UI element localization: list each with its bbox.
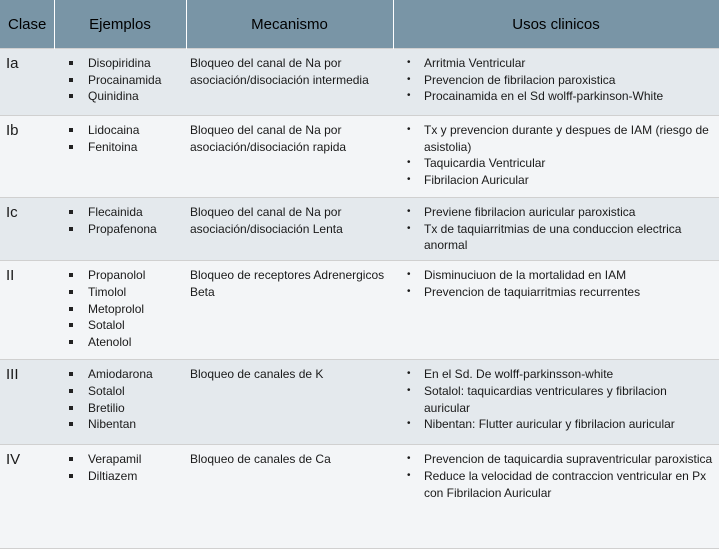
use-item: • Prevencion de taquicardia supraventricular paroxistica (397, 451, 715, 468)
table-row (0, 116, 719, 198)
use-item: • Tx de taquiarritmias de una conduccion electrica anormal (397, 221, 715, 254)
uses-cell (393, 445, 719, 549)
table-row (0, 49, 719, 116)
class-cell: Ic (0, 198, 54, 261)
example-item: Atenolol (58, 334, 182, 351)
example-item: Nibentan (58, 416, 182, 433)
class-cell: Ia (0, 49, 54, 116)
table-row (0, 445, 719, 549)
example-item: Flecainida (58, 204, 182, 221)
use-item: • En el Sd. De wolff-parkinsson-white (397, 366, 715, 383)
examples-cell (54, 360, 186, 445)
use-item: • Reduce la velocidad de contraccion ventricular en Px con Fibrilacion Auricular (397, 468, 715, 501)
mechanism-cell: Bloqueo de canales de K (186, 360, 393, 445)
table-row (0, 261, 719, 360)
use-item: • Nibentan: Flutter auricular y fibrilacion auricular (397, 416, 715, 433)
mechanism-cell: Bloqueo de canales de Ca (186, 445, 393, 549)
use-item: • Arritmia Ventricular (397, 55, 715, 72)
header-row (0, 0, 719, 49)
mechanism-cell: Bloqueo del canal de Na por asociación/disociación Lenta (186, 198, 393, 261)
example-item: Propafenona (58, 221, 182, 238)
use-item: • Prevencion de fibrilacion paroxistica (397, 72, 715, 89)
use-item: • Taquicardia Ventricular (397, 155, 715, 172)
use-item: • Prevencion de taquiarritmias recurrentes (397, 284, 715, 301)
mechanism-cell: Bloqueo del canal de Na por asociación/disociación rapida (186, 116, 393, 198)
uses-cell (393, 49, 719, 116)
example-item: Metoprolol (58, 301, 182, 318)
use-item: • Disminuciuon de la mortalidad en IAM (397, 267, 715, 284)
example-item: Lidocaina (58, 122, 182, 139)
example-item: Verapamil (58, 451, 182, 468)
example-item: Timolol (58, 284, 182, 301)
uses-cell (393, 360, 719, 445)
example-item: Quinidina (58, 88, 182, 105)
uses-cell (393, 261, 719, 360)
example-item: Amiodarona (58, 366, 182, 383)
class-cell: IV (0, 445, 54, 549)
header-clase: Clase (0, 0, 54, 49)
example-item: Propanolol (58, 267, 182, 284)
examples-cell (54, 445, 186, 549)
header-usos: Usos clinicos (393, 0, 719, 49)
example-item: Bretilio (58, 400, 182, 417)
uses-cell (393, 198, 719, 261)
uses-cell (393, 116, 719, 198)
class-cell: Ib (0, 116, 54, 198)
use-item: • Fibrilacion Auricular (397, 172, 715, 189)
mechanism-cell: Bloqueo del canal de Na por asociación/disociación intermedia (186, 49, 393, 116)
mechanism-cell: Bloqueo de receptores Adrenergicos Beta (186, 261, 393, 360)
examples-cell (54, 116, 186, 198)
example-item: Procainamida (58, 72, 182, 89)
use-item: • Tx y prevencion durante y despues de IAM (riesgo de asistolia) (397, 122, 715, 155)
example-item: Fenitoina (58, 139, 182, 156)
use-item: • Previene fibrilacion auricular paroxistica (397, 204, 715, 221)
examples-cell (54, 49, 186, 116)
class-cell: III (0, 360, 54, 445)
example-item: Diltiazem (58, 468, 182, 485)
examples-cell (54, 261, 186, 360)
example-item: Disopiridina (58, 55, 182, 72)
header-ejemplos: Ejemplos (54, 0, 186, 49)
table-row (0, 198, 719, 261)
use-item: • Procainamida en el Sd wolff-parkinson-White (397, 88, 715, 105)
example-item: Sotalol (58, 383, 182, 400)
header-mecanismo: Mecanismo (186, 0, 393, 49)
table-row (0, 360, 719, 445)
use-item: • Sotalol: taquicardias ventriculares y fibrilacion auricular (397, 383, 715, 416)
class-cell: II (0, 261, 54, 360)
examples-cell (54, 198, 186, 261)
example-item: Sotalol (58, 317, 182, 334)
